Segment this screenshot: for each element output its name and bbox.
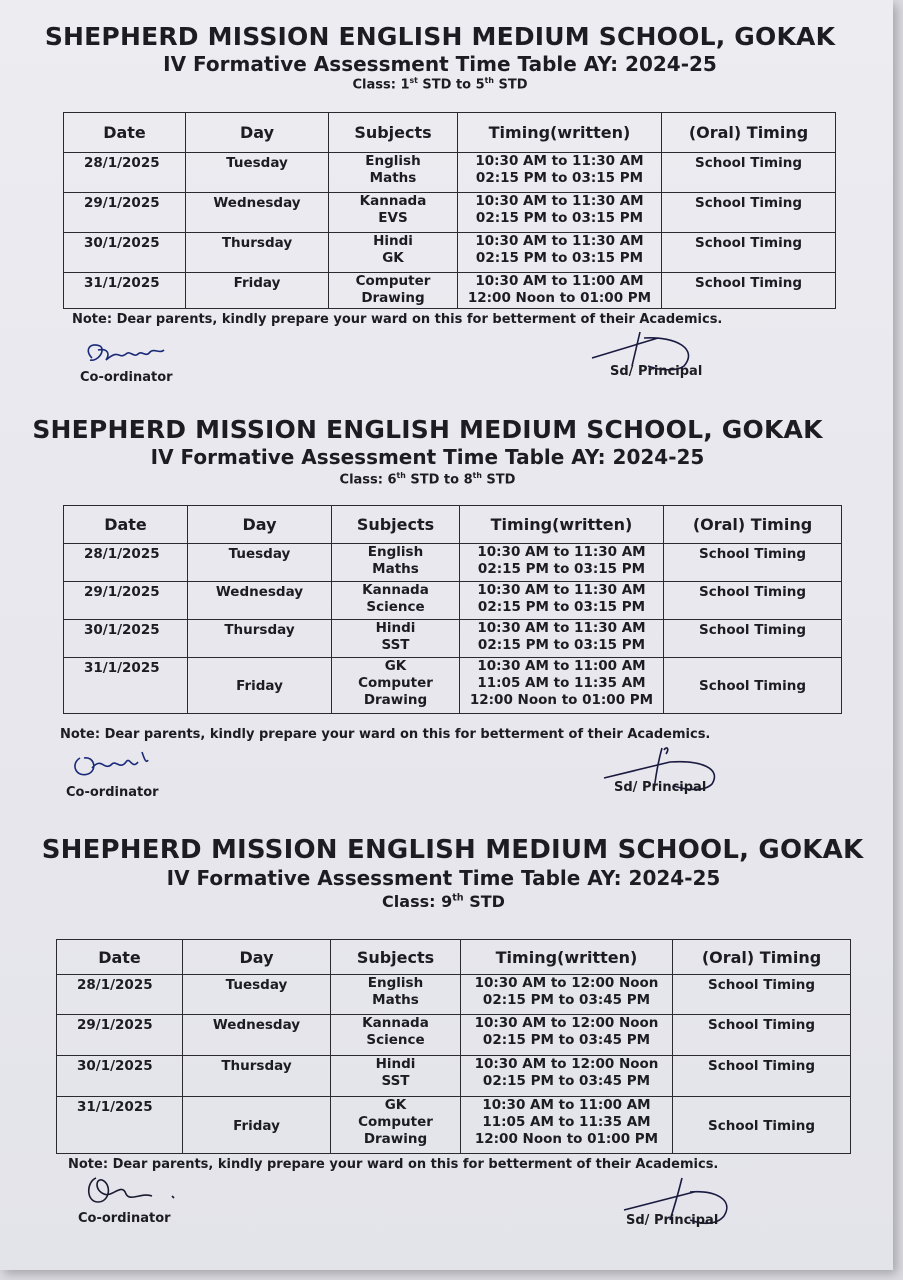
timing-cell: 10:30 AM to 11:30 AM 02:15 PM to 03:15 PM (460, 620, 664, 658)
subjects-cell: Computer Drawing (329, 273, 458, 309)
oral-cell: School Timing (673, 975, 851, 1015)
coordinator-label: Co-ordinator (66, 785, 159, 800)
table-row (57, 1056, 851, 1097)
day-cell: Friday (183, 1097, 331, 1154)
day-cell: Friday (186, 273, 329, 309)
subjects-cell: English Maths (331, 975, 461, 1015)
day-cell: Tuesday (186, 153, 329, 193)
exam-title: IV Formative Assessment Time Table AY: 2024-25 (163, 52, 717, 76)
subjects-cell: Kannada EVS (329, 193, 458, 233)
oral-cell: School Timing (673, 1056, 851, 1097)
subjects-cell: Hindi GK (329, 233, 458, 273)
date-cell: 28/1/2025 (64, 544, 188, 582)
principal-label: Sd/ Principal (626, 1213, 719, 1228)
school-name: SHEPHERD MISSION ENGLISH MEDIUM SCHOOL, GOKAK (41, 835, 864, 865)
date-cell: 29/1/2025 (57, 1015, 183, 1056)
principal-label: Sd/ Principal (614, 780, 707, 795)
table-row (64, 233, 836, 273)
coordinator-signature (68, 748, 158, 784)
school-name: SHEPHERD MISSION ENGLISH MEDIUM SCHOOL, GOKAK (32, 415, 823, 444)
timetable-section-2 (0, 415, 855, 487)
oral-cell: School Timing (664, 620, 842, 658)
table-row (64, 620, 842, 658)
timing-cell: 10:30 AM to 12:00 Noon 02:15 PM to 03:45 PM (461, 1015, 673, 1056)
day-cell: Wednesday (186, 193, 329, 233)
timing-cell: 10:30 AM to 11:30 AM 02:15 PM to 03:15 PM (458, 153, 662, 193)
oral-cell: School Timing (664, 544, 842, 582)
header-date: Date (57, 940, 183, 975)
timing-cell: 10:30 AM to 11:00 AM 11:05 AM to 11:35 AM 12:00 Noon to 01:00 PM (460, 658, 664, 714)
header-day: Day (186, 113, 329, 153)
date-cell: 29/1/2025 (64, 582, 188, 620)
coordinator-label: Co-ordinator (80, 370, 173, 385)
timetable (63, 505, 842, 714)
day-cell: Wednesday (183, 1015, 331, 1056)
header-subjects: Subjects (332, 506, 460, 544)
oral-cell: School Timing (662, 273, 836, 309)
subjects-cell: GK Computer Drawing (332, 658, 460, 714)
oral-cell: School Timing (664, 658, 842, 714)
oral-cell: School Timing (673, 1097, 851, 1154)
date-cell: 28/1/2025 (57, 975, 183, 1015)
subjects-cell: Hindi SST (332, 620, 460, 658)
header-day: Day (183, 940, 331, 975)
note-text: Note: Dear parents, kindly prepare your ward on this for betterment of their Academics. (60, 727, 711, 742)
header-subjects: Subjects (331, 940, 461, 975)
oral-cell: School Timing (662, 153, 836, 193)
header-day: Day (188, 506, 332, 544)
school-name: SHEPHERD MISSION ENGLISH MEDIUM SCHOOL, GOKAK (44, 22, 836, 51)
coordinator-label: Co-ordinator (78, 1211, 171, 1226)
day-cell: Tuesday (188, 544, 332, 582)
table-row (64, 582, 842, 620)
timing-cell: 10:30 AM to 11:00 AM 12:00 Noon to 01:00 PM (458, 273, 662, 309)
table-row (64, 193, 836, 233)
timing-cell: 10:30 AM to 11:00 AM 11:05 AM to 11:35 AM 12:00 Noon to 01:00 PM (461, 1097, 673, 1154)
timetable (56, 939, 851, 1154)
header-oral: (Oral) Timing (664, 506, 842, 544)
note-text: Note: Dear parents, kindly prepare your ward on this for betterment of their Academics. (68, 1157, 719, 1172)
table-row (64, 153, 836, 193)
table-row (64, 658, 842, 714)
date-cell: 30/1/2025 (64, 233, 186, 273)
day-cell: Thursday (183, 1056, 331, 1097)
table-row (57, 975, 851, 1015)
header-timing: Timing(written) (461, 940, 673, 975)
timing-cell: 10:30 AM to 12:00 Noon 02:15 PM to 03:45 PM (461, 1056, 673, 1097)
subjects-cell: Kannada Science (332, 582, 460, 620)
principal-label: Sd/ Principal (610, 364, 703, 379)
timing-cell: 10:30 AM to 11:30 AM 02:15 PM to 03:15 PM (458, 193, 662, 233)
date-cell: 30/1/2025 (57, 1056, 183, 1097)
day-cell: Friday (188, 658, 332, 714)
day-cell: Thursday (188, 620, 332, 658)
date-cell: 31/1/2025 (64, 273, 186, 309)
coordinator-signature (82, 1172, 182, 1212)
date-cell: 31/1/2025 (57, 1097, 183, 1154)
date-cell: 28/1/2025 (64, 153, 186, 193)
date-cell: 31/1/2025 (64, 658, 188, 714)
coordinator-signature (80, 338, 170, 372)
subjects-cell: English Maths (329, 153, 458, 193)
date-cell: 30/1/2025 (64, 620, 188, 658)
oral-cell: School Timing (673, 1015, 851, 1056)
table-row (57, 1097, 851, 1154)
class-line: Class: 9th STD (382, 892, 505, 911)
table-row (57, 1015, 851, 1056)
subjects-cell: Hindi SST (331, 1056, 461, 1097)
exam-title: IV Formative Assessment Time Table AY: 2024-25 (150, 445, 705, 469)
header-date: Date (64, 113, 186, 153)
timetable-section-1 (0, 22, 880, 92)
note-text: Note: Dear parents, kindly prepare your ward on this for betterment of their Academics. (72, 312, 723, 327)
timing-cell: 10:30 AM to 11:30 AM 02:15 PM to 03:15 PM (460, 544, 664, 582)
timing-cell: 10:30 AM to 11:30 AM 02:15 PM to 03:15 PM (458, 233, 662, 273)
header-timing: Timing(written) (458, 113, 662, 153)
oral-cell: School Timing (662, 193, 836, 233)
table-row (64, 273, 836, 309)
date-cell: 29/1/2025 (64, 193, 186, 233)
header-subjects: Subjects (329, 113, 458, 153)
oral-cell: School Timing (662, 233, 836, 273)
class-line: Class: 6th STD to 8th STD (339, 471, 516, 488)
subjects-cell: GK Computer Drawing (331, 1097, 461, 1154)
timing-cell: 10:30 AM to 12:00 Noon 02:15 PM to 03:45 PM (461, 975, 673, 1015)
class-line: Class: 1st STD to 5th STD (352, 76, 528, 93)
oral-cell: School Timing (664, 582, 842, 620)
table-row (64, 544, 842, 582)
day-cell: Tuesday (183, 975, 331, 1015)
day-cell: Wednesday (188, 582, 332, 620)
header-oral: (Oral) Timing (662, 113, 836, 153)
header-oral: (Oral) Timing (673, 940, 851, 975)
timetable (63, 112, 836, 309)
timetable-section-3 (0, 835, 903, 911)
subjects-cell: English Maths (332, 544, 460, 582)
header-date: Date (64, 506, 188, 544)
exam-title: IV Formative Assessment Time Table AY: 2024-25 (166, 866, 721, 890)
header-timing: Timing(written) (460, 506, 664, 544)
subjects-cell: Kannada Science (331, 1015, 461, 1056)
day-cell: Thursday (186, 233, 329, 273)
timing-cell: 10:30 AM to 11:30 AM 02:15 PM to 03:15 PM (460, 582, 664, 620)
